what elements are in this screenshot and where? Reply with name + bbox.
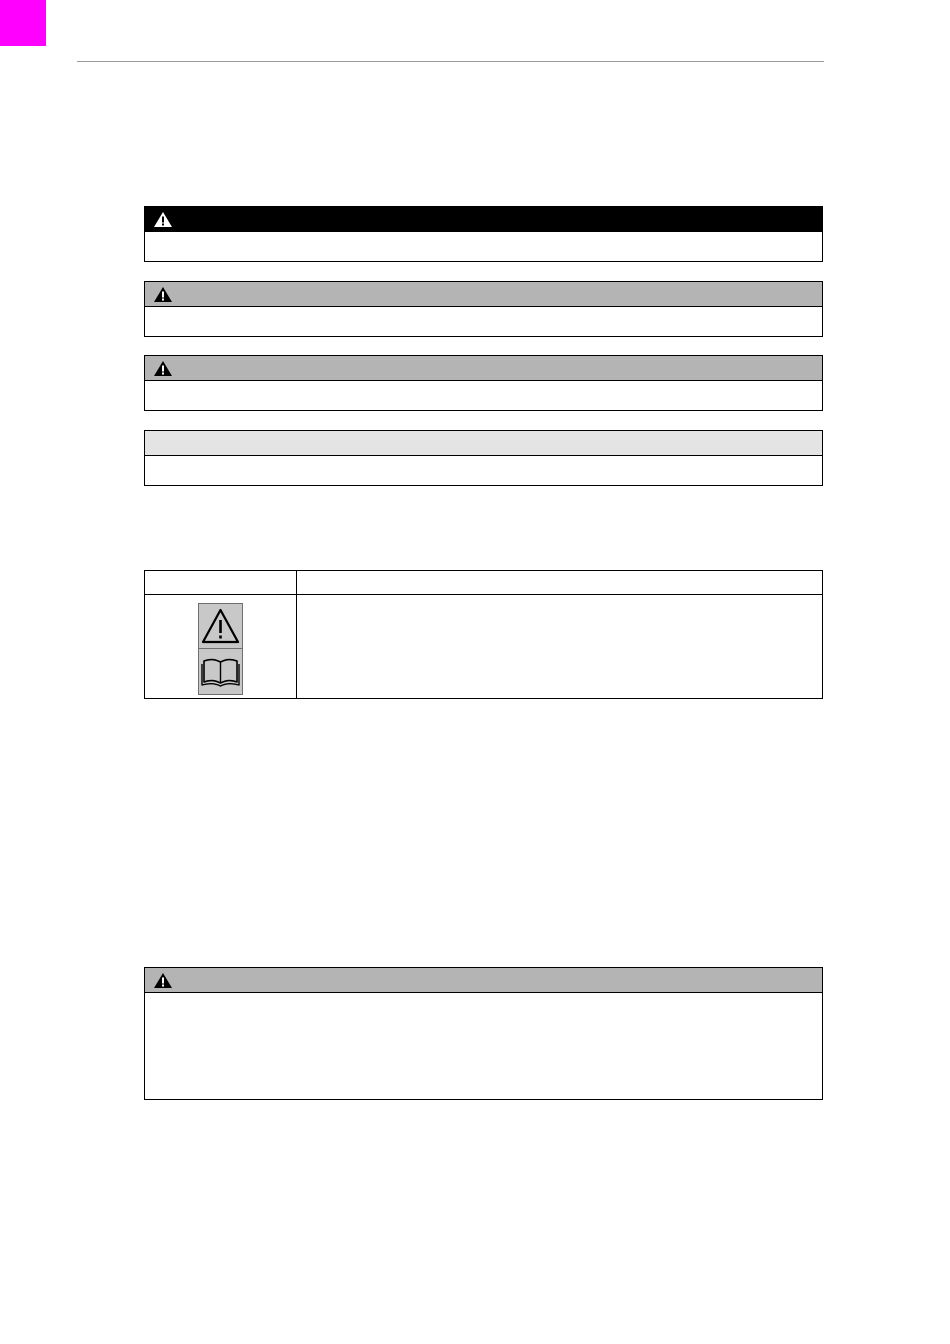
column-divider (296, 571, 297, 698)
warning-triangle-icon (199, 604, 242, 649)
caution-notice-header (145, 356, 822, 381)
info-notice-header (145, 431, 822, 456)
bottom-warning-notice-header (145, 968, 822, 993)
info-notice (144, 430, 823, 486)
warning-triangle-icon (153, 360, 173, 377)
caution-notice (144, 355, 823, 411)
warning-triangle-icon (153, 286, 173, 303)
symbol-table-header (145, 571, 822, 595)
open-book-icon (199, 649, 242, 694)
danger-notice-header (145, 207, 822, 232)
danger-notice (144, 206, 823, 262)
corner-tab (0, 0, 46, 46)
warning-triangle-icon (153, 211, 173, 228)
bottom-warning-notice (144, 967, 823, 1100)
warning-notice-header (145, 282, 822, 307)
symbol-icon-panel (198, 603, 243, 695)
warning-triangle-icon (153, 972, 173, 989)
symbol-table (144, 570, 823, 699)
warning-notice (144, 281, 823, 337)
header-rule (77, 61, 824, 62)
